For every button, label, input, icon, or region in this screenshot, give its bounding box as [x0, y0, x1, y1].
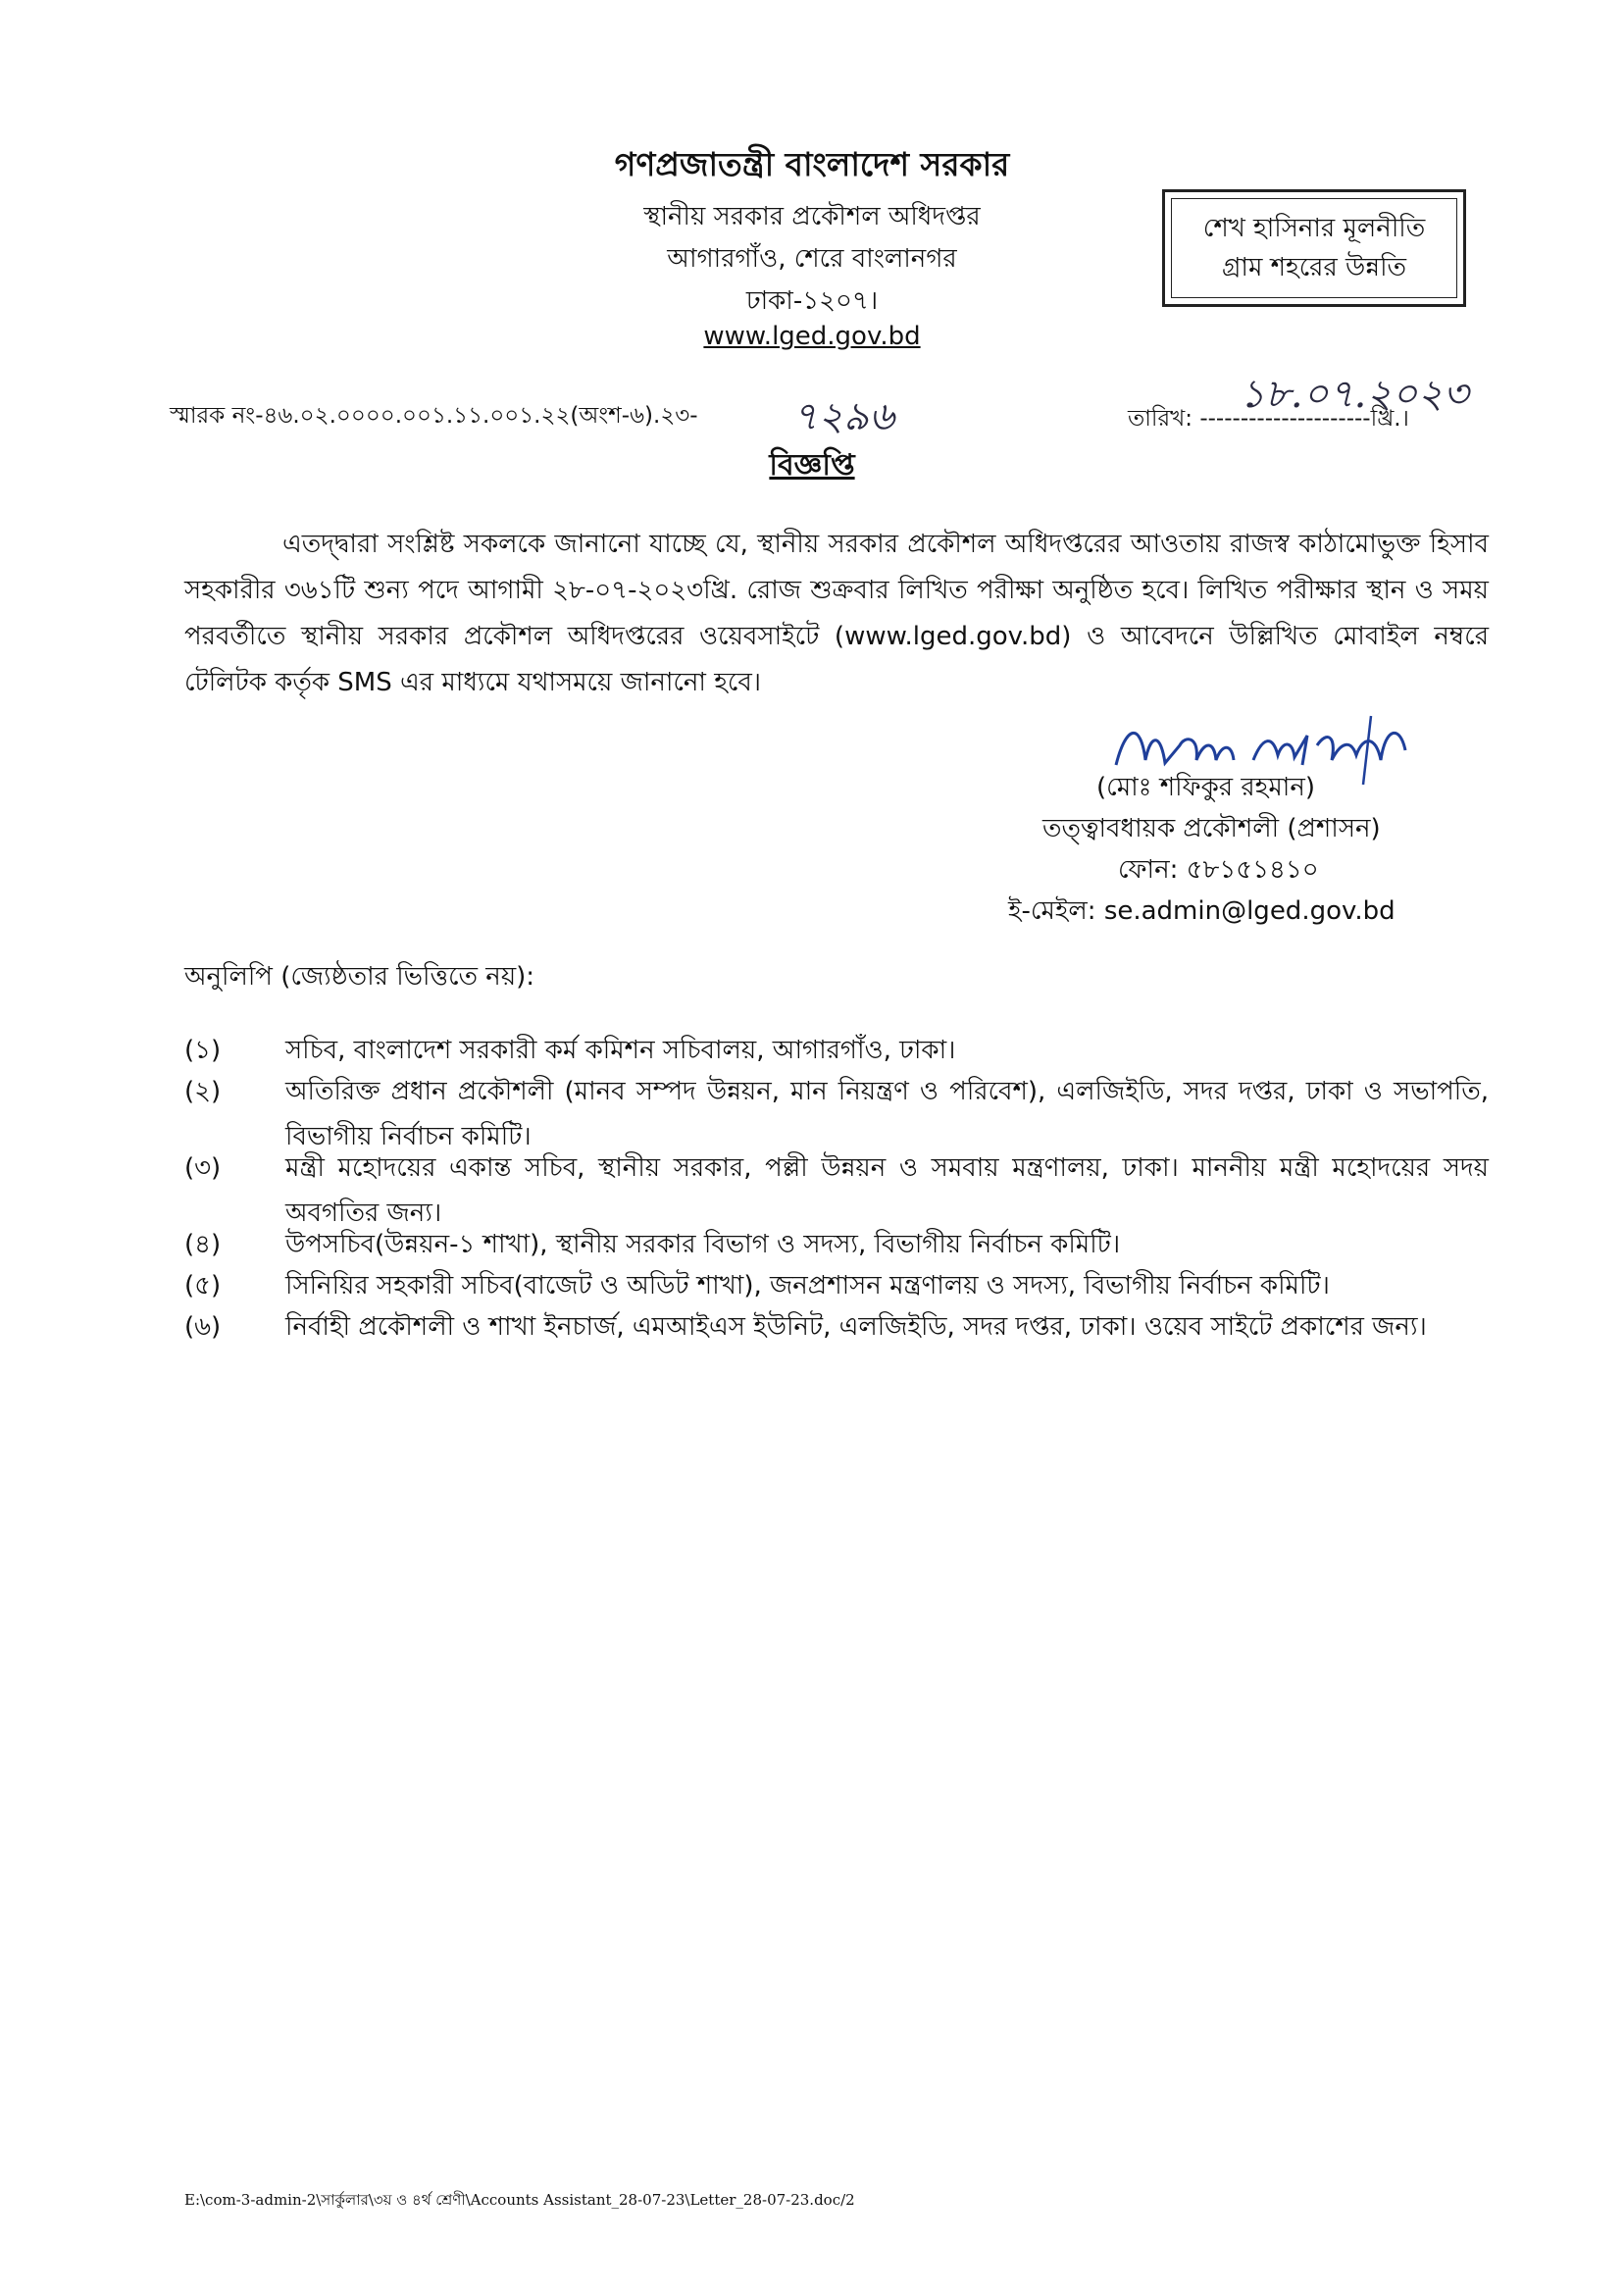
copy-item-text: সিনিয়ির সহকারী সচিব(বাজেট ও অডিট শাখা), জনপ্রশাসন মন্ত্রণালয় ও সদস্য, বিভাগীয় নির্বাচন কমিটি। — [285, 1271, 1330, 1300]
copy-item — [184, 1304, 1489, 1350]
copy-item-number: (৪) — [184, 1230, 222, 1259]
memo-number-handwritten: ৭২৯৬ — [792, 394, 894, 439]
copy-item-number: (৬) — [184, 1312, 222, 1342]
motto-box — [1162, 189, 1466, 307]
copy-item-text: উপসচিব(উন্নয়ন-১ শাখা), স্থানীয় সরকার বিভাগ ও সদস্য, বিভাগীয় নির্বাচন কমিটি। — [285, 1230, 1121, 1259]
copy-item-number: (১) — [184, 1036, 222, 1065]
website-link[interactable]: www.lged.gov.bd — [703, 322, 921, 351]
motto-line-1: শেখ হাসিনার মূলনীতি — [1202, 214, 1426, 243]
address-line-1: আগারগাঁও, শেরে বাংলানগর — [667, 244, 957, 274]
signatory-designation: তত্ত্বাবধায়ক প্রকৌশলী (প্রশাসন) — [1042, 814, 1381, 843]
department-name: স্থানীয় সরকার প্রকৌশল অধিদপ্তর — [643, 202, 981, 231]
footer-file-path: E:\com-3-admin-2\সার্কুলার\৩য় ও ৪র্থ শ্রেণী\Accounts Assistant_28-07-23\Letter_28-07-23.doc/2 — [184, 2191, 855, 2209]
motto-line-2: গ্রাম শহরের উন্নতি — [1221, 253, 1407, 282]
signatory-phone: ফোন: ৫৮১৫১৪১০ — [1118, 855, 1319, 885]
copy-list-heading: অনুলিপি (জ্যেষ্ঠতার ভিত্তিতে নয়): — [184, 962, 535, 992]
copy-item-number: (২) — [184, 1077, 222, 1106]
notice-title: বিজ্ঞপ্তি — [769, 448, 855, 483]
copy-item — [184, 1263, 1489, 1308]
copy-item-number: (৩) — [184, 1153, 222, 1183]
copy-item-text: অতিরিক্ত প্রধান প্রকৌশলী (মানব সম্পদ উন্নয়ন, মান নিয়ন্ত্রণ ও পরিবেশ), এলজিইডি, সদর দপ্তর, ঢাকা ও সভাপতি, বিভাগীয় নির্বাচন কমিটি। — [285, 1077, 1489, 1151]
date-handwritten: ১৮.০৭.২০২৩ — [1240, 372, 1469, 417]
memo-number-label: স্মারক নং-৪৬.০২.০০০০.০০১.১১.০০১.২২(অংশ-৬).২৩- — [170, 403, 698, 429]
copy-item-text: মন্ত্রী মহোদয়ের একান্ত সচিব, স্থানীয় সরকার, পল্লী উন্নয়ন ও সমবায় মন্ত্রণালয়, ঢাকা। মাননীয় মন্ত্রী মহোদয়ের সদয় অবগতির জন্য। — [285, 1153, 1489, 1228]
copy-item — [184, 1028, 1489, 1073]
copy-item — [184, 1222, 1489, 1267]
address-line-2: ঢাকা-১২০৭। — [745, 286, 879, 316]
notice-title-line — [0, 441, 1624, 491]
copy-item-text: সচিব, বাংলাদেশ সরকারী কর্ম কমিশন সচিবালয়, আগারগাঁও, ঢাকা। — [285, 1036, 956, 1065]
signatory-email: ই-মেইল: se.admin@lged.gov.bd — [1008, 896, 1396, 926]
signatory-name: (মোঃ শফিকুর রহমান) — [1096, 773, 1315, 802]
copy-item-number: (৫) — [184, 1271, 222, 1300]
notice-body: এতদ্দ্বারা সংশ্লিষ্ট সকলকে জানানো যাচ্ছে যে, স্থানীয় সরকার প্রকৌশল অধিদপ্তরের আওতায় রাজস্ব কাঠামোভুক্ত হিসাব সহকারীর ৩৬১টি শুন্য পদে আগামী ২৮-০৭-২০২৩খ্রি. রোজ শুক্রবার লিখিত পরীক্ষা অনুষ্ঠিত হবে। লিখিত পরীক্ষার স্থান ও সময় পরবর্তীতে স্থানীয় সরকার প্রকৌশল অধিদপ্তরের ওয়েবসাইটে (www.lged.gov.bd) ও আবেদনে উল্লিখিত মোবাইল নম্বরে টেলিটক কর্তৃক SMS এর মাধ্যমে যথাসময়ে জানানো হবে। — [184, 530, 1489, 697]
copy-item-text: নির্বাহী প্রকৌশলী ও শাখা ইনচার্জ, এমআইএস ইউনিট, এলজিইডি, সদর দপ্তর, ঢাকা। ওয়েব সাইটে প্রকাশের জন্য। — [285, 1312, 1427, 1342]
government-title: গণপ্রজাতন্ত্রী বাংলাদেশ সরকার — [614, 145, 1010, 183]
date-label: তারিখ: ---------------------খ্রি.। — [1128, 406, 1409, 432]
website-line — [0, 322, 1624, 351]
